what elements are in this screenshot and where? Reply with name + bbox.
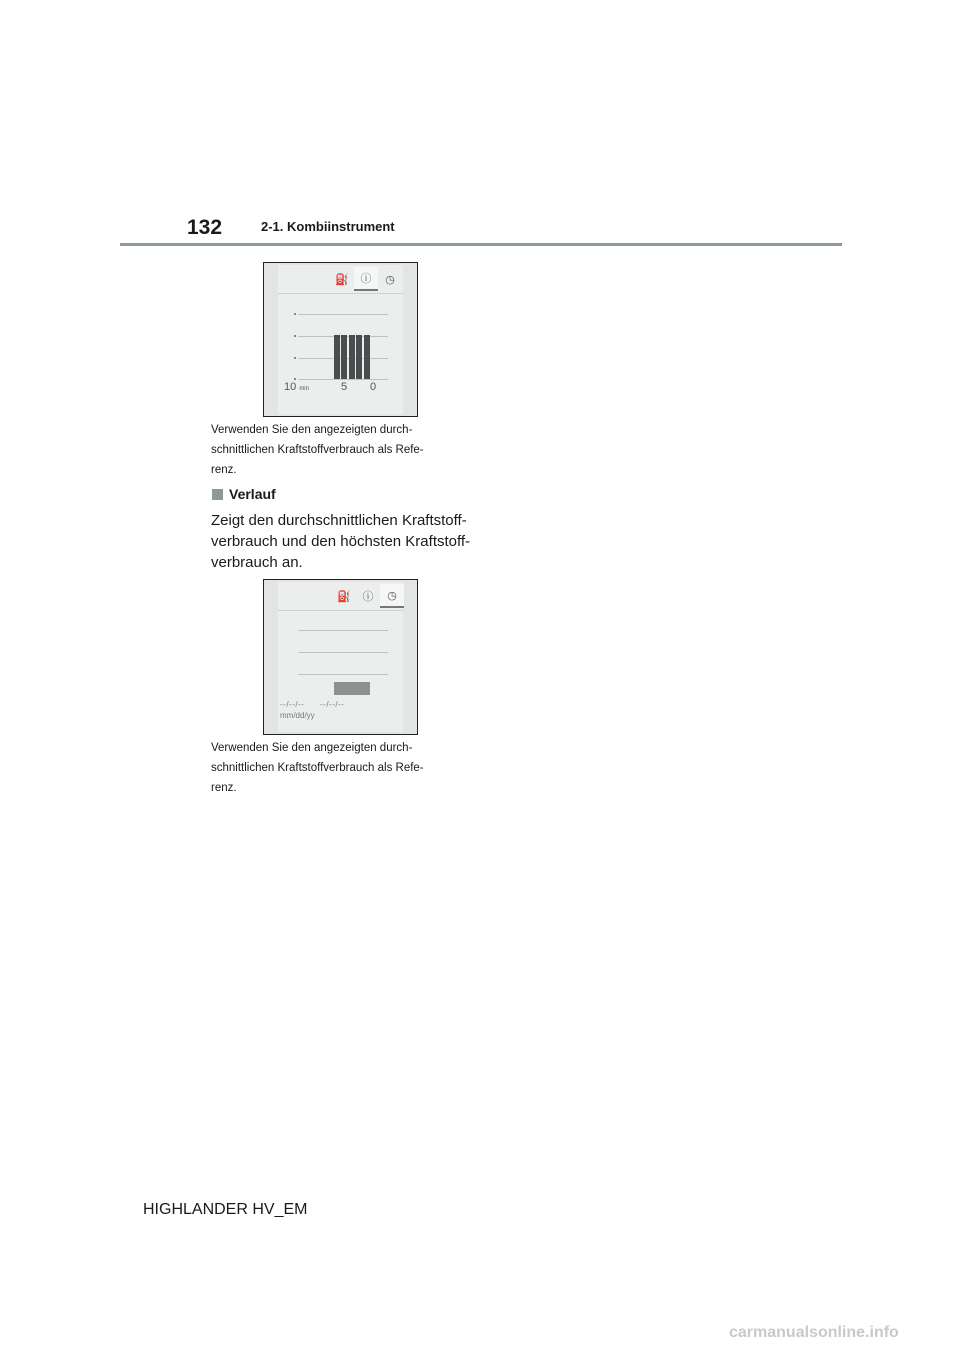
x-tick-value: 10 [284,381,297,393]
y-axis-tick [294,378,296,380]
history-screen-figure [263,579,418,735]
date-format-label: mm/dd/yy [280,711,315,720]
section-title: 2-1. Kombiinstrument [261,219,395,234]
caption-line: Verwenden Sie den angezeigten durch- [211,424,413,436]
x-tick-unit: min [299,386,309,392]
page-number: 132 [187,216,223,239]
display-tabbar [330,267,402,291]
body-line: verbrauch an. [211,554,303,571]
gridline [298,674,388,675]
body-paragraph [211,510,476,573]
tab-divider [278,610,403,611]
display-tabbar [332,584,404,608]
clock-icon: ◷ [385,273,395,286]
caption-figure-2 [211,738,471,798]
x-tick-label: 0 [370,381,377,393]
caption-line: schnittlichen Kraftstoffverbrauch als Refe- [211,762,424,774]
consumption-bar [356,335,362,379]
info-icon: ⓘ [362,591,374,603]
gridline [298,314,388,315]
square-bullet-icon [212,489,223,500]
watermark: carmanualsonline.info [729,1324,899,1341]
body-line: Zeigt den durchschnittlichen Kraftstoff- [211,512,467,529]
x-tick-label: 5 [341,381,348,393]
caption-line: schnittlichen Kraftstoffverbrauch als Refe- [211,444,424,456]
header-rule [120,243,842,246]
caption-figure-1 [211,420,471,480]
clock-icon: ◷ [380,584,404,608]
fuel-pump-icon: ⛽ [335,273,349,286]
caption-line: renz. [211,464,237,476]
gridline [298,652,388,653]
tab-divider [278,293,403,294]
y-axis-tick [294,313,296,315]
date-label: --/--/-- [280,700,305,709]
caption-line: Verwenden Sie den angezeigten durch- [211,742,413,754]
info-icon: ⓘ [354,267,378,291]
subheading-verlauf [212,486,276,502]
y-axis-tick [294,357,296,359]
body-line: verbrauch und den höchsten Kraftstoff- [211,533,471,550]
caption-line: renz. [211,782,237,794]
fuel-pump-icon: ⛽ [337,590,351,603]
display-panel [278,265,403,414]
gridline [298,379,388,380]
x-tick-label [284,381,309,393]
subheading-text: Verlauf [229,486,276,502]
date-label: --/--/-- [320,700,345,709]
consumption-bar [341,335,347,379]
fuel-consumption-screen-figure [263,262,418,417]
history-bar [334,682,370,695]
gridline [298,630,388,631]
y-axis-tick [294,335,296,337]
consumption-bar [364,335,370,379]
footer-model-name: HIGHLANDER HV_EM [143,1201,308,1218]
consumption-bar [334,335,340,379]
display-panel [278,582,403,732]
consumption-bar [349,335,355,379]
